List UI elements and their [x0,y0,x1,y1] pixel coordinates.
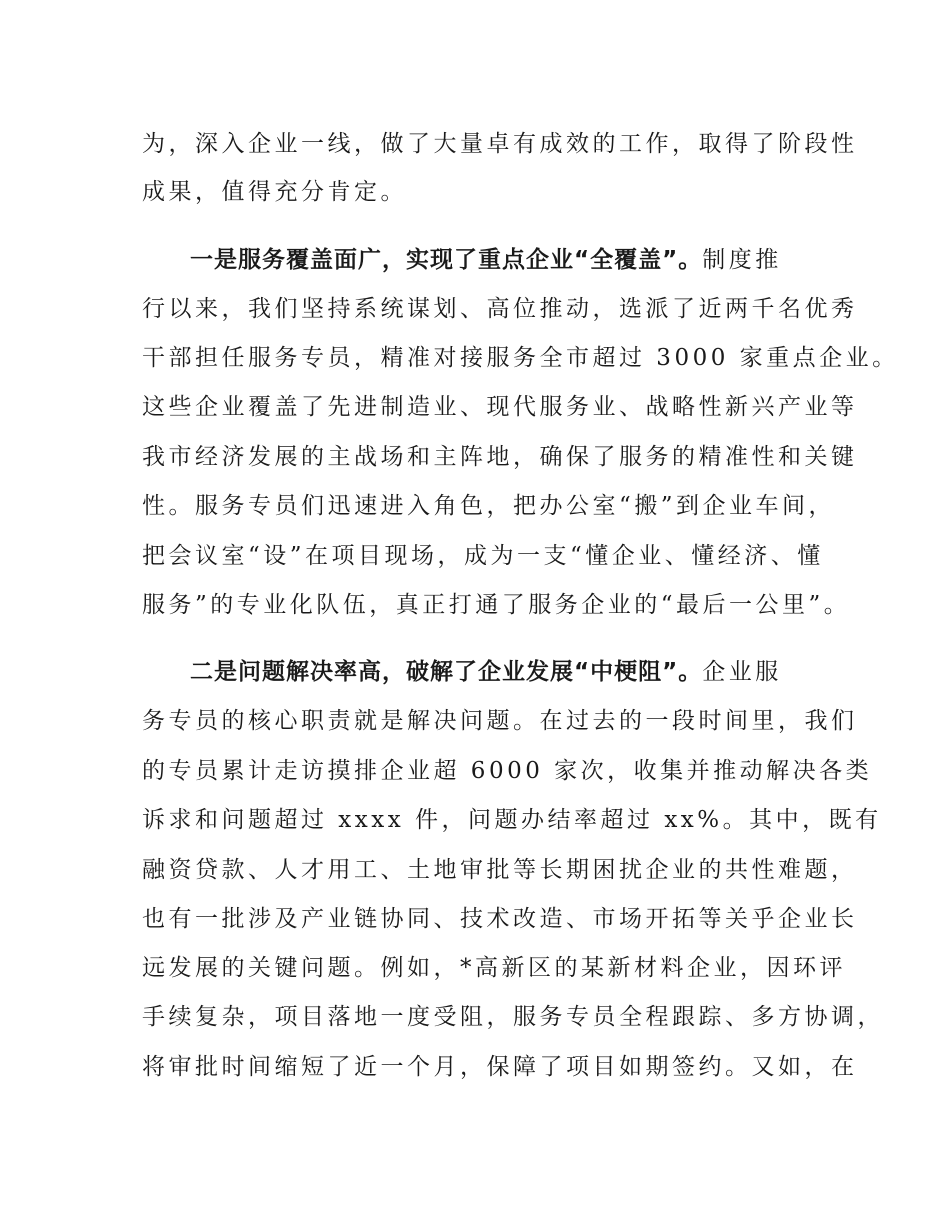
section2-line: 手续复杂，项目落地一度受阻，服务专员全程跟踪、多方协调， [142,1004,884,1030]
section2-line: 融资贷款、人才用工、土地审批等长期困扰企业的共性难题， [142,857,858,883]
section2-line: 也有一批涉及产业链协同、技术改造、市场开拓等关乎企业长 [142,906,858,932]
section2-first-line [190,657,782,687]
section1-lead: 一是服务覆盖面广，实现了重点企业“全覆盖”。 [190,247,703,273]
section1-line: 行以来，我们坚持系统谋划、高位推动，选派了近两千名优秀 [142,296,858,322]
section2-line: 远发展的关键问题。例如，*高新区的某新材料企业，因环评 [142,955,846,981]
section1-line: 这些企业覆盖了先进制造业、现代服务业、战略性新兴产业等 [142,394,858,420]
section1-line: 把会议室“设”在项目现场，成为一支“懂企业、懂经济、懂 [142,543,824,569]
section2-lead: 二是问题解决率高，破解了企业发展“中梗阻”。 [190,659,703,685]
section1-first-line [190,245,782,275]
section2-line: 务专员的核心职责就是解决问题。在过去的一段时间里，我们 [142,708,858,734]
section2-line: 诉求和问题超过 xxxx 件，问题办结率超过 xx%。其中，既有 [142,807,882,833]
section2-first-line-rest: 企业服 [702,659,782,685]
section1-line: 我市经济发展的主战场和主阵地，确保了服务的精准性和关键 [142,444,858,470]
intro-line-1: 为，深入企业一线，做了大量卓有成效的工作，取得了阶段性 [142,131,858,157]
section1-line: 性。服务专员们迅速进入角色，把办公室“搬”到企业车间， [142,493,836,519]
section1-first-line-rest: 制度推 [702,247,782,273]
section1-line: 服务”的专业化队伍，真正打通了服务企业的“最后一公里”。 [142,592,851,618]
section1-line: 干部担任服务专员，精准对接服务全市超过 3000 家重点企业。 [142,345,899,371]
section2-line: 将审批时间缩短了近一个月，保障了项目如期签约。又如，在 [142,1054,858,1080]
intro-line-2: 成果，值得充分肯定。 [142,179,407,205]
section2-line: 的专员累计走访摸排企业超 6000 家次，收集并推动解决各类 [142,758,873,784]
